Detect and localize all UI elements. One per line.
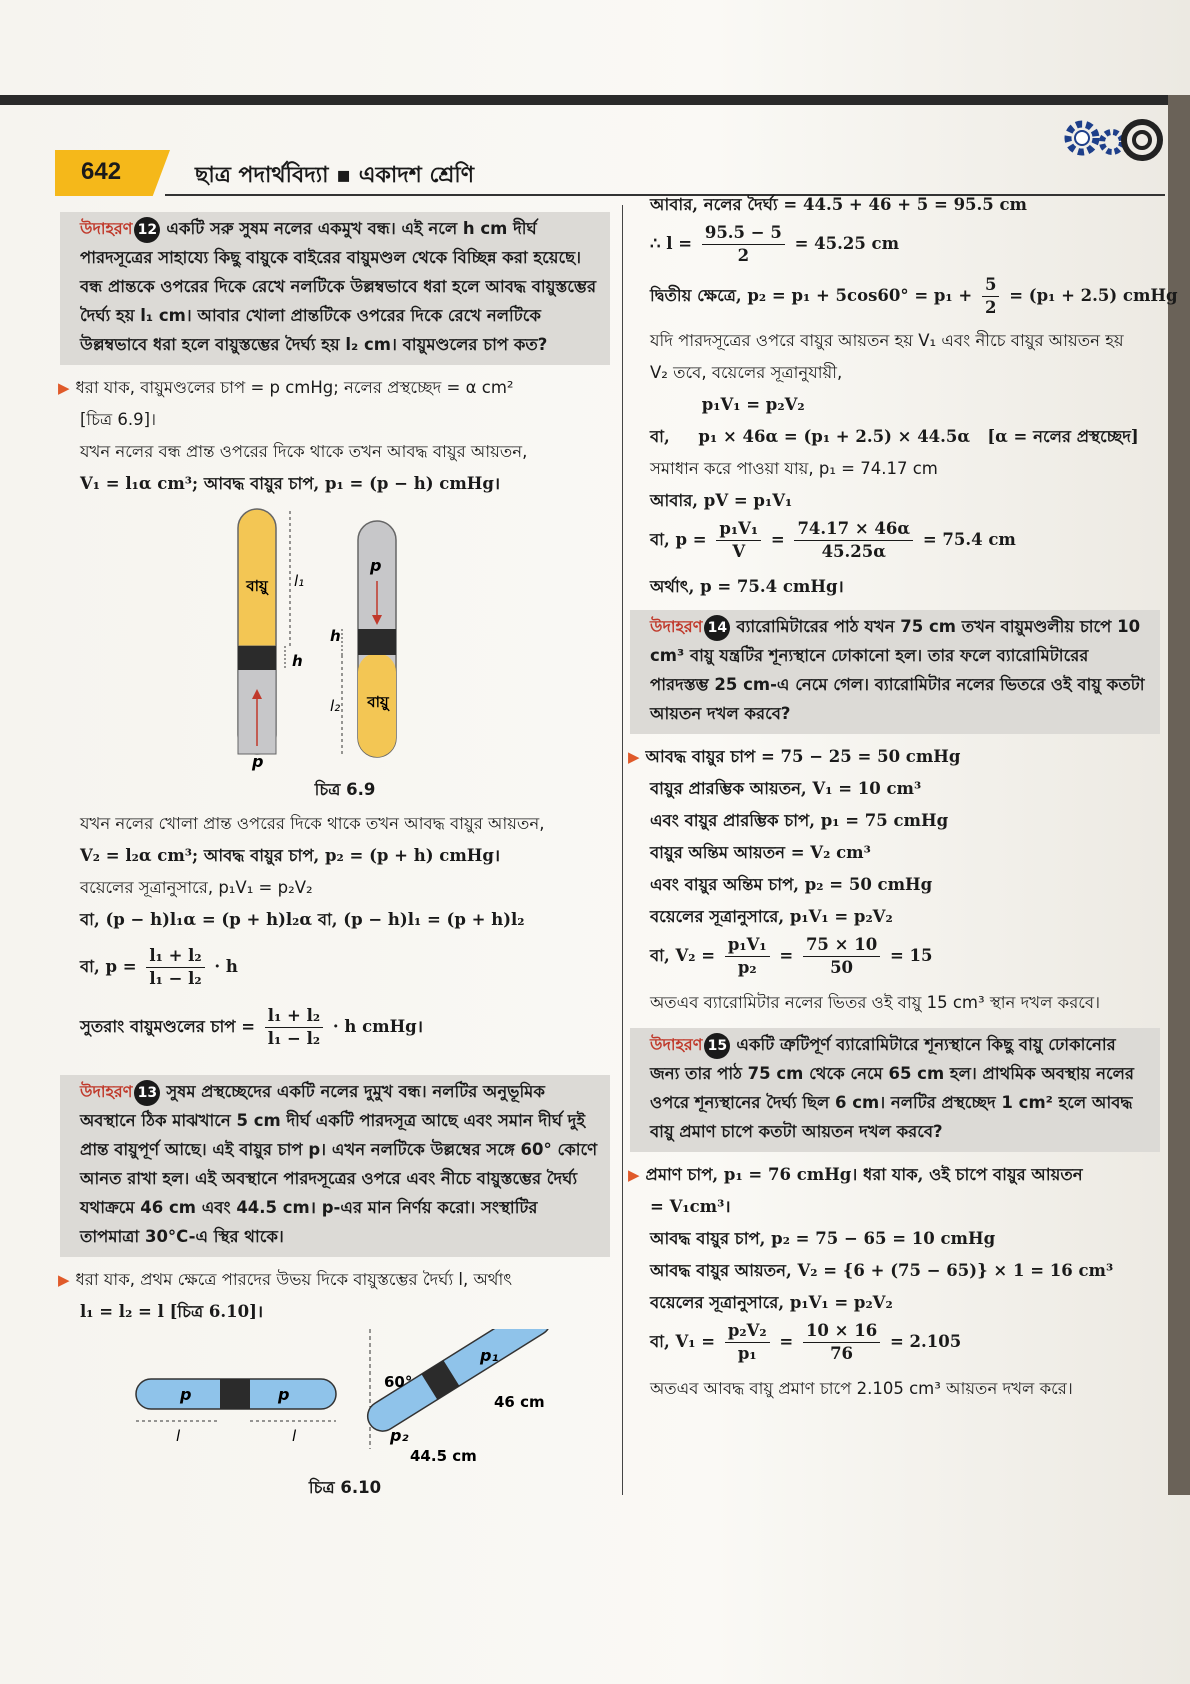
p-label: p — [370, 556, 382, 575]
l1-label: l₁ — [294, 572, 305, 590]
book-title: ছাত্র পদার্থবিদ্যা ▪ একাদশ শ্রেণি — [195, 163, 474, 188]
equation-p2: দ্বিতীয় ক্ষেত্রে, p₂ = p₁ + 5cos60° = p₁ + $\frac{5}{2}$ = (p₁ + 2.5) cmHg — [650, 275, 1178, 317]
solution-line: অতএব আবদ্ধ বায়ু প্রমাণ চাপে 2.105 cm³ আয়তন দখল করে। — [650, 1379, 1073, 1398]
air-label: বায়ু — [367, 693, 389, 711]
solution-line: বয়েলের সূত্রানুসারে, p₁V₁ = p₂V₂ — [650, 1293, 893, 1312]
solution-line: আবদ্ধ বায়ুর চাপ, p₂ = 75 − 65 = 10 cmHg — [650, 1229, 996, 1248]
example-number: 12 — [134, 217, 160, 243]
figure-6-10 — [80, 1329, 610, 1469]
example-13-text: সুষম প্রস্থচ্ছেদের একটি নলের দুমুখ বন্ধ। নলটির অনুভূমিক অবস্থানে ঠিক মাঝখানে 5 cm দীর্ঘ একটি পারদসূত্র আছে এবং সমান দীর্ঘ দুই প্রান্ত বায়ুপূর্ণ আছে। এই বায়ুর চাপ p। এখন নলটিকে উল্লম্বের সঙ্গে 60° কোণে আনত রাখা হল। এই অবস্থানে পারদসূত্রের ওপরে এবং নীচে বায়ুস্তম্ভের দৈর্ঘ্য যথাক্রমে 46 cm এবং 44.5 cm। p-এর মান নির্ণয় করো। সংস্থাটির তাপমাত্রা 30°C-এ স্থির থাকে। — [80, 1082, 598, 1246]
solution-line: V₂ = l₂α cm³; আবদ্ধ বায়ুর চাপ, p₂ = (p + h) cmHg। — [80, 846, 501, 865]
example-number: 15 — [704, 1033, 730, 1059]
solution-line: V₂ তবে, বয়েলের সূত্রানুযায়ী, — [650, 363, 843, 382]
top-shadow-band — [0, 95, 1190, 105]
solution-line: [চিত্র 6.9]। — [80, 410, 157, 429]
page-edge-shadow — [1168, 95, 1190, 1495]
equation-v1: বা, V₁ = $\frac{\text{p₂V₂}}{\text{p₁}}$ = $\frac{10 \times 16}{76}$ = 2.105 — [650, 1321, 962, 1363]
h-label: h — [330, 627, 341, 645]
column-divider — [622, 205, 623, 1495]
equation-final: সুতরাং বায়ুমণ্ডলের চাপ = $\frac{\text{l₁ + l₂}}{\text{l₁ − l₂}}$ · h cmHg। — [80, 1006, 423, 1048]
figure-6-9 — [80, 501, 610, 771]
solution-line: l₁ = l₂ = l [চিত্র 6.10]। — [80, 1302, 264, 1321]
figure-caption: চিত্র 6.9 — [314, 780, 376, 799]
example-15 — [630, 1028, 1160, 1152]
bullet-triangle-icon: ▶ — [58, 1271, 70, 1289]
solution-line: বয়েলের সূত্রানুসারে, p₁V₁ = p₂V₂ — [650, 907, 893, 926]
solution-line: ▶ প্রমাণ চাপ, p₁ = 76 cmHg। ধরা যাক, ওই চাপে বায়ুর আয়তন — [628, 1165, 1083, 1184]
equation-p: বা, p = $\frac{\text{l₁ + l₂}}{\text{l₁ − l₂}}$ · h — [80, 946, 238, 988]
equation-pv: বা, p = $\frac{\text{p₁V₁}}{V}$ = $\frac{74.17 \times 46\alpha}{45.25\alpha}$ = 75.4 cm — [650, 519, 1016, 561]
example-label: উদাহরণ — [650, 617, 703, 636]
length-44-5-label: 44.5 cm — [410, 1447, 477, 1465]
solution-line: যখন নলের খোলা প্রান্ত ওপরের দিকে থাকে তখন আবদ্ধ বায়ুর আয়তন, — [80, 814, 545, 833]
solution-line: বয়েলের সূত্রানুসারে, p₁V₁ = p₂V₂ — [80, 878, 313, 897]
example-number: 13 — [134, 1080, 160, 1106]
solution-line: আবার, pV = p₁V₁ — [650, 491, 793, 510]
bullet-triangle-icon: ▶ — [628, 1166, 640, 1184]
solution-line: আবার, নলের দৈর্ঘ্য = 44.5 + 46 + 5 = 95.5 cm — [650, 195, 1028, 214]
angle-label: 60° — [384, 1373, 413, 1391]
solution-line: অর্থাৎ, p = 75.4 cmHg। — [650, 577, 844, 596]
solution-line: যখন নলের বন্ধ প্রান্ত ওপরের দিকে থাকে তখন আবদ্ধ বায়ুর আয়তন, — [80, 442, 528, 461]
example-14-text: ব্যারোমিটারের পাঠ যখন 75 cm তখন বায়ুমণ্ডলীয় চাপে 10 cm³ বায়ু যন্ত্রটির শূন্যস্থানে ঢোকানো হল। তার ফলে ব্যারোমিটারের পারদস্তম্ভ 25 cm-এ নেমে গেল। ব্যারোমিটার নলের ভিতরে ওই বায়ু কতটা আয়তন দখল করবে? — [650, 617, 1145, 723]
l-label: l — [176, 1427, 181, 1445]
left-column — [58, 208, 610, 1507]
solution-line: অতএব ব্যারোমিটার নলের ভিতর ওই বায়ু 15 cm³ স্থান দখল করবে। — [650, 993, 1101, 1012]
solution-line: যদি পারদসূত্রের ওপরে বায়ুর আয়তন হয় V₁ এবং নীচে বায়ুর আয়তন হয় — [650, 331, 1124, 350]
air-label: বায়ু — [246, 577, 268, 595]
example-13 — [60, 1075, 610, 1257]
h-label: h — [292, 652, 303, 670]
example-12-text: একটি সরু সুষম নলের একমুখ বন্ধ। এই নলে h cm দীর্ঘ পারদসূত্রের সাহায্যে কিছু বায়ুকে বাইরের বায়ুমণ্ডল থেকে বিচ্ছিন্ন করা হয়েছে। বন্ধ প্রান্তকে ওপরের দিকে রেখে নলটিকে উল্লম্বভাবে ধরা হলে আবদ্ধ বায়ুস্তম্ভের দৈর্ঘ্য হয় l₁ cm। আবার খোলা প্রান্তটিকে ওপরের দিকে রেখে নলটিকে উল্লম্বভাবে ধরা হলে বায়ুস্তম্ভের দৈর্ঘ্য হয় l₂ cm। বায়ুমণ্ডলের চাপ কত? — [80, 219, 597, 354]
l-label: l — [292, 1427, 297, 1445]
example-label: উদাহরণ — [80, 219, 133, 238]
l2-label: l₂ — [330, 697, 341, 715]
bullet-triangle-icon: ▶ — [58, 379, 70, 397]
p-label: p — [180, 1385, 192, 1404]
solution-line: আবদ্ধ বায়ুর আয়তন, V₂ = {6 + (75 − 65)} × 1 = 16 cm³ — [650, 1261, 1114, 1280]
equation-v2: বা, V₂ = $\frac{\text{p₁V₁}}{\text{p₂}}$ = $\frac{75 \times 10}{50}$ = 15 — [650, 935, 933, 977]
p-label: p — [252, 752, 264, 771]
solution-line: বায়ুর প্রারম্ভিক আয়তন, V₁ = 10 cm³ — [650, 779, 922, 798]
example-12 — [60, 212, 610, 365]
solution-line: ▶ ধরা যাক, প্রথম ক্ষেত্রে পারদের উভয় দিকে বায়ুস্তম্ভের দৈর্ঘ্য l, অর্থাৎ — [58, 1270, 513, 1289]
solution-line: এবং বায়ুর অন্তিম চাপ, p₂ = 50 cmHg — [650, 875, 933, 894]
example-label: উদাহরণ — [80, 1082, 133, 1101]
figure-caption: চিত্র 6.10 — [308, 1478, 382, 1497]
example-15-text: একটি ত্রুটিপূর্ণ ব্যারোমিটারে শূন্যস্থানে কিছু বায়ু ঢোকানোর জন্য তার পাঠ 75 cm থেকে নেমে 65 cm হল। প্রাথমিক অবস্থায় নলের ওপরে শূন্যস্থানের দৈর্ঘ্য ছিল 6 cm। নলটির প্রস্থচ্ছেদ 1 cm² হলে আবদ্ধ বায়ু প্রমাণ চাপে কতটা আয়তন দখল করবে? — [650, 1035, 1134, 1141]
solution-line: ▶ ধরা যাক, বায়ুমণ্ডলের চাপ = p cmHg; নলের প্রস্থচ্ছেদ = α cm² — [58, 378, 514, 397]
p2-label: p₂ — [390, 1426, 409, 1445]
equation-l: ∴ l = $\frac{95.5 - 5}{2}$ = 45.25 cm — [650, 223, 900, 265]
solution-line: p₁V₁ = p₂V₂ — [650, 395, 805, 414]
solution-line: এবং বায়ুর প্রারম্ভিক চাপ, p₁ = 75 cmHg — [650, 811, 949, 830]
solution-line: বা, (p − h)l₁α = (p + h)l₂α বা, (p − h)l₁ = (p + h)l₂ — [80, 910, 525, 929]
solution-line: ▶ আবদ্ধ বায়ুর চাপ = 75 − 25 = 50 cmHg — [628, 747, 961, 766]
right-column — [628, 188, 1178, 1406]
solution-line: V₁ = l₁α cm³; আবদ্ধ বায়ুর চাপ, p₁ = (p − h) cmHg। — [80, 474, 501, 493]
length-46-label: 46 cm — [494, 1393, 545, 1411]
bullet-triangle-icon: ▶ — [628, 748, 640, 766]
solution-line: সমাধান করে পাওয়া যায়, p₁ = 74.17 cm — [650, 459, 938, 478]
page-number: 642 — [81, 158, 122, 185]
example-14 — [630, 610, 1160, 734]
solution-line: = V₁cm³। — [650, 1197, 731, 1216]
solution-line: বায়ুর অন্তিম আয়তন = V₂ cm³ — [650, 843, 871, 862]
example-label: উদাহরণ — [650, 1035, 703, 1054]
p-label: p — [278, 1385, 290, 1404]
p1-label: p₁ — [480, 1346, 499, 1365]
solution-line: বা, p₁ × 46α = (p₁ + 2.5) × 44.5α [α = নলের প্রস্থচ্ছেদ] — [650, 427, 1139, 446]
example-number: 14 — [704, 615, 730, 641]
